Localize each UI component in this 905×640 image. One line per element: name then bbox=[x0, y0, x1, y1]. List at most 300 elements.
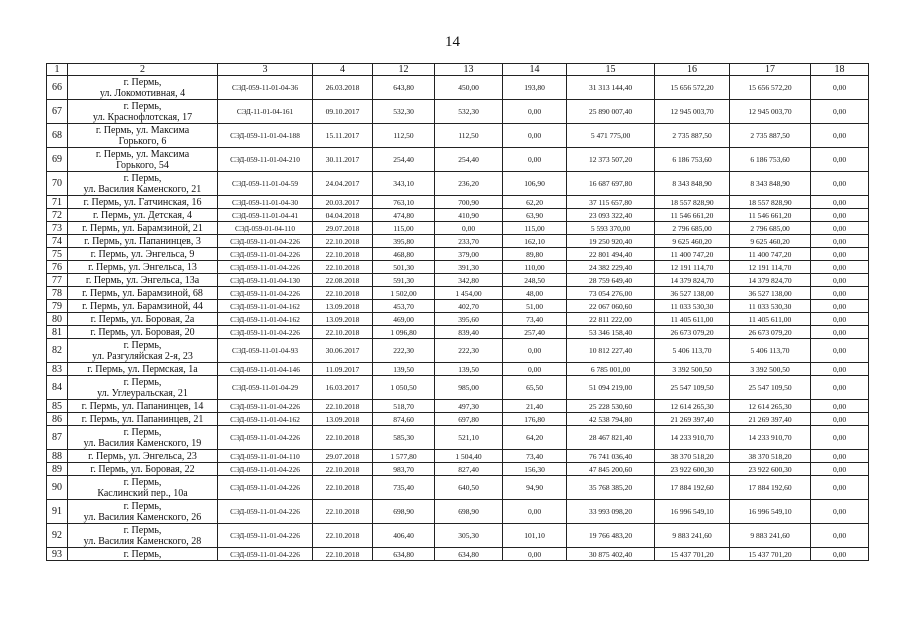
address-line: ул. Василия Каменского, 21 bbox=[83, 183, 202, 195]
value-col-14: 63,90 bbox=[503, 209, 567, 222]
value-col-17: 3 392 500,50 bbox=[730, 363, 811, 376]
address-line: г. Пермь, ул. Пермская, 1а bbox=[87, 363, 198, 375]
document-date: 13.09.2018 bbox=[313, 300, 373, 313]
value-col-16: 8 343 848,90 bbox=[655, 172, 730, 196]
address-line: г. Пермь, ул. Боровая, 2а bbox=[90, 313, 195, 325]
row-number: 74 bbox=[47, 235, 68, 248]
value-col-17: 5 406 113,70 bbox=[730, 339, 811, 363]
value-col-14: 0,00 bbox=[503, 339, 567, 363]
value-col-15: 25 228 530,60 bbox=[567, 400, 655, 413]
value-col-16: 17 884 192,60 bbox=[655, 476, 730, 500]
document-code: СЭД-059-11-01-04-162 bbox=[218, 313, 313, 326]
address-line: г. Пермь, ул. Барамзиной, 44 bbox=[82, 300, 203, 312]
value-col-16: 14 379 824,70 bbox=[655, 274, 730, 287]
value-col-13: 640,50 bbox=[435, 476, 503, 500]
value-col-12: 1 577,80 bbox=[373, 450, 435, 463]
value-col-14: 110,00 bbox=[503, 261, 567, 274]
value-col-14: 89,80 bbox=[503, 248, 567, 261]
value-col-12: 115,00 bbox=[373, 222, 435, 235]
column-header: 12 bbox=[373, 64, 435, 76]
address-cell bbox=[68, 76, 218, 100]
value-col-16: 12 614 265,30 bbox=[655, 400, 730, 413]
row-number: 90 bbox=[47, 476, 68, 500]
row-number: 69 bbox=[47, 148, 68, 172]
value-col-15: 24 382 229,40 bbox=[567, 261, 655, 274]
table-row bbox=[47, 300, 869, 313]
address-line: г. Пермь, bbox=[123, 339, 162, 351]
address-cell bbox=[68, 235, 218, 248]
value-col-14: 64,20 bbox=[503, 426, 567, 450]
value-col-14: 156,30 bbox=[503, 463, 567, 476]
row-number: 85 bbox=[47, 400, 68, 413]
address-line: г. Пермь, bbox=[123, 548, 162, 560]
column-header: 16 bbox=[655, 64, 730, 76]
value-col-13: 233,70 bbox=[435, 235, 503, 248]
table-row bbox=[47, 222, 869, 235]
table-row bbox=[47, 313, 869, 326]
table-row bbox=[47, 235, 869, 248]
column-header: 13 bbox=[435, 64, 503, 76]
value-col-15: 30 875 402,40 bbox=[567, 548, 655, 561]
value-col-15: 53 346 158,40 bbox=[567, 326, 655, 339]
document-date: 30.11.2017 bbox=[313, 148, 373, 172]
value-col-17: 2 735 887,50 bbox=[730, 124, 811, 148]
document-date: 15.11.2017 bbox=[313, 124, 373, 148]
value-col-17: 11 400 747,20 bbox=[730, 248, 811, 261]
value-col-12: 406,40 bbox=[373, 524, 435, 548]
document-date: 09.10.2017 bbox=[313, 100, 373, 124]
document-date: 22.10.2018 bbox=[313, 287, 373, 300]
table-row bbox=[47, 196, 869, 209]
value-col-13: 827,40 bbox=[435, 463, 503, 476]
value-col-17: 14 233 910,70 bbox=[730, 426, 811, 450]
document-code: СЭД-059-11-01-04-226 bbox=[218, 426, 313, 450]
address-line: ул. Локомотивная, 4 bbox=[99, 87, 186, 99]
value-col-16: 15 656 572,20 bbox=[655, 76, 730, 100]
value-col-14: 193,80 bbox=[503, 76, 567, 100]
value-col-18: 0,00 bbox=[811, 476, 869, 500]
address-line: г. Пермь, bbox=[123, 76, 162, 88]
value-col-14: 248,50 bbox=[503, 274, 567, 287]
table-row bbox=[47, 261, 869, 274]
value-col-18: 0,00 bbox=[811, 548, 869, 561]
address-line: г. Пермь, bbox=[123, 426, 162, 438]
value-col-17: 15 656 572,20 bbox=[730, 76, 811, 100]
value-col-16: 11 033 530,30 bbox=[655, 300, 730, 313]
table-row bbox=[47, 100, 869, 124]
row-number: 72 bbox=[47, 209, 68, 222]
document-date: 22.10.2018 bbox=[313, 235, 373, 248]
value-col-13: 497,30 bbox=[435, 400, 503, 413]
row-number: 71 bbox=[47, 196, 68, 209]
row-number: 78 bbox=[47, 287, 68, 300]
row-number: 75 bbox=[47, 248, 68, 261]
value-col-16: 16 996 549,10 bbox=[655, 500, 730, 524]
value-col-16: 6 186 753,60 bbox=[655, 148, 730, 172]
value-col-14: 0,00 bbox=[503, 548, 567, 561]
value-col-18: 0,00 bbox=[811, 524, 869, 548]
table-row bbox=[47, 548, 869, 561]
value-col-13: 236,20 bbox=[435, 172, 503, 196]
value-col-15: 19 250 920,40 bbox=[567, 235, 655, 248]
value-col-16: 11 546 661,20 bbox=[655, 209, 730, 222]
table-row bbox=[47, 363, 869, 376]
document-date: 22.10.2018 bbox=[313, 476, 373, 500]
value-col-13: 342,80 bbox=[435, 274, 503, 287]
address-cell bbox=[68, 476, 218, 500]
value-col-17: 15 437 701,20 bbox=[730, 548, 811, 561]
document-code: СЭД-059-11-01-04-162 bbox=[218, 413, 313, 426]
value-col-17: 36 527 138,00 bbox=[730, 287, 811, 300]
value-col-16: 14 233 910,70 bbox=[655, 426, 730, 450]
value-col-18: 0,00 bbox=[811, 148, 869, 172]
value-col-15: 47 845 200,60 bbox=[567, 463, 655, 476]
value-col-14: 94,90 bbox=[503, 476, 567, 500]
value-col-13: 305,30 bbox=[435, 524, 503, 548]
table-row bbox=[47, 287, 869, 300]
row-number: 68 bbox=[47, 124, 68, 148]
value-col-14: 48,00 bbox=[503, 287, 567, 300]
value-col-18: 0,00 bbox=[811, 235, 869, 248]
address-line: г. Пермь, ул. Папанинцев, 21 bbox=[81, 413, 204, 425]
document-date: 30.06.2017 bbox=[313, 339, 373, 363]
value-col-13: 402,70 bbox=[435, 300, 503, 313]
value-col-15: 37 115 657,80 bbox=[567, 196, 655, 209]
value-col-12: 139,50 bbox=[373, 363, 435, 376]
value-col-16: 9 625 460,20 bbox=[655, 235, 730, 248]
address-line: г. Пермь, ул. Барамзиной, 21 bbox=[82, 222, 203, 234]
row-number: 77 bbox=[47, 274, 68, 287]
address-line: г. Пермь, ул. Боровая, 20 bbox=[90, 326, 195, 338]
value-col-12: 395,80 bbox=[373, 235, 435, 248]
value-col-12: 735,40 bbox=[373, 476, 435, 500]
column-header: 2 bbox=[68, 64, 218, 76]
address-line: г. Пермь, ул. Максима bbox=[95, 148, 190, 160]
value-col-13: 391,30 bbox=[435, 261, 503, 274]
value-col-15: 76 741 036,40 bbox=[567, 450, 655, 463]
value-col-15: 31 313 144,40 bbox=[567, 76, 655, 100]
address-line: ул. Василия Каменского, 19 bbox=[83, 437, 202, 449]
value-col-17: 25 547 109,50 bbox=[730, 376, 811, 400]
value-col-17: 8 343 848,90 bbox=[730, 172, 811, 196]
value-col-13: 139,50 bbox=[435, 363, 503, 376]
value-col-16: 36 527 138,00 bbox=[655, 287, 730, 300]
document-code: СЭД-059-11-01-04-226 bbox=[218, 400, 313, 413]
address-line: г. Пермь, bbox=[123, 476, 162, 488]
value-col-15: 42 538 794,80 bbox=[567, 413, 655, 426]
value-col-16: 15 437 701,20 bbox=[655, 548, 730, 561]
address-line: г. Пермь, ул. Энгельса, 13а bbox=[85, 274, 200, 286]
value-col-18: 0,00 bbox=[811, 363, 869, 376]
document-date: 22.10.2018 bbox=[313, 500, 373, 524]
value-col-18: 0,00 bbox=[811, 326, 869, 339]
value-col-18: 0,00 bbox=[811, 463, 869, 476]
value-col-17: 17 884 192,60 bbox=[730, 476, 811, 500]
document-date: 29.07.2018 bbox=[313, 222, 373, 235]
value-col-13: 521,10 bbox=[435, 426, 503, 450]
address-line: Горького, 54 bbox=[116, 159, 169, 171]
value-col-14: 73,40 bbox=[503, 450, 567, 463]
document-date: 24.04.2017 bbox=[313, 172, 373, 196]
value-col-17: 11 546 661,20 bbox=[730, 209, 811, 222]
value-col-15: 25 890 007,40 bbox=[567, 100, 655, 124]
value-col-18: 0,00 bbox=[811, 300, 869, 313]
value-col-17: 18 557 828,90 bbox=[730, 196, 811, 209]
value-col-12: 1 050,50 bbox=[373, 376, 435, 400]
row-number: 73 bbox=[47, 222, 68, 235]
value-col-18: 0,00 bbox=[811, 196, 869, 209]
address-line: г. Пермь, ул. Энгельса, 13 bbox=[88, 261, 197, 273]
document-code: СЭД-059-11-01-04-210 bbox=[218, 148, 313, 172]
value-col-14: 0,00 bbox=[503, 148, 567, 172]
value-col-17: 12 191 114,70 bbox=[730, 261, 811, 274]
value-col-16: 2 796 685,00 bbox=[655, 222, 730, 235]
value-col-13: 700,90 bbox=[435, 196, 503, 209]
value-col-12: 254,40 bbox=[373, 148, 435, 172]
row-number: 67 bbox=[47, 100, 68, 124]
row-number: 91 bbox=[47, 500, 68, 524]
document-code: СЭД-059-11-01-04-188 bbox=[218, 124, 313, 148]
value-col-15: 22 801 494,40 bbox=[567, 248, 655, 261]
value-col-17: 11 405 611,00 bbox=[730, 313, 811, 326]
value-col-16: 12 191 114,70 bbox=[655, 261, 730, 274]
value-col-16: 21 269 397,40 bbox=[655, 413, 730, 426]
value-col-15: 35 768 385,20 bbox=[567, 476, 655, 500]
address-cell bbox=[68, 339, 218, 363]
value-col-12: 874,60 bbox=[373, 413, 435, 426]
value-col-18: 0,00 bbox=[811, 339, 869, 363]
column-header: 17 bbox=[730, 64, 811, 76]
value-col-12: 469,00 bbox=[373, 313, 435, 326]
value-col-18: 0,00 bbox=[811, 100, 869, 124]
address-cell bbox=[68, 209, 218, 222]
value-col-13: 532,30 bbox=[435, 100, 503, 124]
value-col-17: 14 379 824,70 bbox=[730, 274, 811, 287]
value-col-18: 0,00 bbox=[811, 500, 869, 524]
column-header: 15 bbox=[567, 64, 655, 76]
address-line: г. Пермь, bbox=[123, 100, 162, 112]
address-line: г. Пермь, ул. Детская, 4 bbox=[93, 209, 192, 221]
address-line: ул. Углеуральская, 21 bbox=[97, 387, 188, 399]
value-col-18: 0,00 bbox=[811, 287, 869, 300]
document-date: 11.09.2017 bbox=[313, 363, 373, 376]
row-number: 93 bbox=[47, 548, 68, 561]
address-cell bbox=[68, 274, 218, 287]
value-col-13: 222,30 bbox=[435, 339, 503, 363]
column-header: 4 bbox=[313, 64, 373, 76]
value-col-18: 0,00 bbox=[811, 124, 869, 148]
value-col-12: 453,70 bbox=[373, 300, 435, 313]
document-code: СЭД-059-11-01-04-226 bbox=[218, 248, 313, 261]
row-number: 83 bbox=[47, 363, 68, 376]
value-col-17: 21 269 397,40 bbox=[730, 413, 811, 426]
value-col-12: 532,30 bbox=[373, 100, 435, 124]
value-col-14: 176,80 bbox=[503, 413, 567, 426]
address-cell bbox=[68, 124, 218, 148]
value-col-18: 0,00 bbox=[811, 413, 869, 426]
value-col-16: 12 945 003,70 bbox=[655, 100, 730, 124]
document-code: СЭД-059-11-01-04-30 bbox=[218, 196, 313, 209]
document-code: СЭД-059-11-01-04-162 bbox=[218, 300, 313, 313]
value-col-18: 0,00 bbox=[811, 222, 869, 235]
value-col-14: 0,00 bbox=[503, 100, 567, 124]
value-col-16: 25 547 109,50 bbox=[655, 376, 730, 400]
value-col-18: 0,00 bbox=[811, 400, 869, 413]
address-line: г. Пермь, ул. Гатчинская, 16 bbox=[83, 196, 202, 208]
value-col-16: 11 400 747,20 bbox=[655, 248, 730, 261]
value-col-12: 222,30 bbox=[373, 339, 435, 363]
value-col-13: 395,60 bbox=[435, 313, 503, 326]
table-row bbox=[47, 376, 869, 400]
value-col-18: 0,00 bbox=[811, 261, 869, 274]
value-col-15: 51 094 219,00 bbox=[567, 376, 655, 400]
value-col-12: 643,80 bbox=[373, 76, 435, 100]
row-number: 80 bbox=[47, 313, 68, 326]
document-date: 13.09.2018 bbox=[313, 313, 373, 326]
table-row bbox=[47, 463, 869, 476]
value-col-16: 3 392 500,50 bbox=[655, 363, 730, 376]
document-code: СЭД-059-11-01-04-226 bbox=[218, 287, 313, 300]
value-col-13: 410,90 bbox=[435, 209, 503, 222]
value-col-14: 0,00 bbox=[503, 500, 567, 524]
value-col-15: 10 812 227,40 bbox=[567, 339, 655, 363]
value-col-17: 23 922 600,30 bbox=[730, 463, 811, 476]
row-number: 84 bbox=[47, 376, 68, 400]
value-col-14: 162,10 bbox=[503, 235, 567, 248]
row-number: 79 bbox=[47, 300, 68, 313]
value-col-17: 6 186 753,60 bbox=[730, 148, 811, 172]
page-number: 14 bbox=[445, 34, 460, 50]
value-col-16: 38 370 518,20 bbox=[655, 450, 730, 463]
table-row bbox=[47, 274, 869, 287]
address-line: г. Пермь, bbox=[123, 172, 162, 184]
address-cell bbox=[68, 400, 218, 413]
document-code: СЭД-059-11-01-04-226 bbox=[218, 463, 313, 476]
value-col-12: 698,90 bbox=[373, 500, 435, 524]
document-code: СЭД-059-11-01-04-110 bbox=[218, 450, 313, 463]
table-row bbox=[47, 500, 869, 524]
address-cell bbox=[68, 148, 218, 172]
value-col-15: 23 093 322,40 bbox=[567, 209, 655, 222]
document-code: СЭД-11-01-04-161 bbox=[218, 100, 313, 124]
value-col-13: 839,40 bbox=[435, 326, 503, 339]
address-line: Каслинский пер., 10а bbox=[97, 487, 188, 499]
document-code: СЭД-059-11-01-04-93 bbox=[218, 339, 313, 363]
column-header: 18 bbox=[811, 64, 869, 76]
housing-table bbox=[46, 63, 869, 561]
address-cell bbox=[68, 363, 218, 376]
address-line: г. Пермь, ул. Энгельса, 23 bbox=[88, 450, 197, 462]
value-col-13: 450,00 bbox=[435, 76, 503, 100]
value-col-15: 28 759 649,40 bbox=[567, 274, 655, 287]
value-col-15: 33 993 098,20 bbox=[567, 500, 655, 524]
value-col-17: 12 614 265,30 bbox=[730, 400, 811, 413]
column-header: 1 bbox=[47, 64, 68, 76]
value-col-12: 983,70 bbox=[373, 463, 435, 476]
value-col-18: 0,00 bbox=[811, 209, 869, 222]
address-line: ул. Василия Каменского, 28 bbox=[83, 535, 202, 547]
row-number: 66 bbox=[47, 76, 68, 100]
document-code: СЭД-059-11-01-04-226 bbox=[218, 235, 313, 248]
value-col-16: 5 406 113,70 bbox=[655, 339, 730, 363]
value-col-13: 985,00 bbox=[435, 376, 503, 400]
value-col-16: 18 557 828,90 bbox=[655, 196, 730, 209]
address-cell bbox=[68, 426, 218, 450]
document-date: 22.10.2018 bbox=[313, 548, 373, 561]
value-col-18: 0,00 bbox=[811, 313, 869, 326]
table-row bbox=[47, 426, 869, 450]
value-col-16: 26 673 079,20 bbox=[655, 326, 730, 339]
document-code: СЭД-059-11-01-04-59 bbox=[218, 172, 313, 196]
address-cell bbox=[68, 196, 218, 209]
document-code: СЭД-059-11-01-04-226 bbox=[218, 524, 313, 548]
value-col-13: 379,00 bbox=[435, 248, 503, 261]
value-col-14: 65,50 bbox=[503, 376, 567, 400]
value-col-16: 9 883 241,60 bbox=[655, 524, 730, 548]
value-col-12: 501,30 bbox=[373, 261, 435, 274]
value-col-18: 0,00 bbox=[811, 76, 869, 100]
value-col-17: 38 370 518,20 bbox=[730, 450, 811, 463]
address-line: ул. Разгуляйская 2-я, 23 bbox=[92, 350, 193, 362]
document-date: 22.10.2018 bbox=[313, 261, 373, 274]
value-col-14: 0,00 bbox=[503, 363, 567, 376]
value-col-12: 1 502,00 bbox=[373, 287, 435, 300]
document-code: СЭД-059-01-04-110 bbox=[218, 222, 313, 235]
address-cell bbox=[68, 548, 218, 561]
document-code: СЭД-059-11-01-04-146 bbox=[218, 363, 313, 376]
address-cell bbox=[68, 287, 218, 300]
document-date: 22.10.2018 bbox=[313, 326, 373, 339]
document-date: 22.10.2018 bbox=[313, 463, 373, 476]
row-number: 87 bbox=[47, 426, 68, 450]
address-line: г. Пермь, ул. Боровая, 22 bbox=[90, 463, 195, 475]
value-col-17: 2 796 685,00 bbox=[730, 222, 811, 235]
value-col-18: 0,00 bbox=[811, 274, 869, 287]
value-col-13: 698,90 bbox=[435, 500, 503, 524]
value-col-15: 73 054 276,00 bbox=[567, 287, 655, 300]
value-col-14: 73,40 bbox=[503, 313, 567, 326]
document-code: СЭД-059-11-01-04-36 bbox=[218, 76, 313, 100]
document-code: СЭД-059-11-01-04-226 bbox=[218, 261, 313, 274]
value-col-15: 5 593 370,00 bbox=[567, 222, 655, 235]
document-code: СЭД-059-11-01-04-226 bbox=[218, 326, 313, 339]
address-line: г. Пермь, ул. Папанинцев, 3 bbox=[84, 235, 201, 247]
document-code: СЭД-059-11-01-04-130 bbox=[218, 274, 313, 287]
address-line: г. Пермь, ул. Папанинцев, 14 bbox=[81, 400, 204, 412]
value-col-12: 112,50 bbox=[373, 124, 435, 148]
document-date: 20.03.2017 bbox=[313, 196, 373, 209]
value-col-15: 12 373 507,20 bbox=[567, 148, 655, 172]
value-col-12: 468,80 bbox=[373, 248, 435, 261]
value-col-15: 16 687 697,80 bbox=[567, 172, 655, 196]
value-col-16: 11 405 611,00 bbox=[655, 313, 730, 326]
document-code: СЭД-059-11-01-04-226 bbox=[218, 500, 313, 524]
table-row bbox=[47, 172, 869, 196]
address-line: Горького, 6 bbox=[118, 135, 167, 147]
table-row bbox=[47, 524, 869, 548]
address-cell bbox=[68, 450, 218, 463]
address-cell bbox=[68, 222, 218, 235]
value-col-12: 474,80 bbox=[373, 209, 435, 222]
document-date: 29.07.2018 bbox=[313, 450, 373, 463]
value-col-13: 254,40 bbox=[435, 148, 503, 172]
value-col-14: 62,20 bbox=[503, 196, 567, 209]
value-col-13: 634,80 bbox=[435, 548, 503, 561]
value-col-14: 101,10 bbox=[503, 524, 567, 548]
address-line: ул. Краснофлотская, 17 bbox=[92, 111, 193, 123]
table-row bbox=[47, 209, 869, 222]
value-col-17: 9 883 241,60 bbox=[730, 524, 811, 548]
